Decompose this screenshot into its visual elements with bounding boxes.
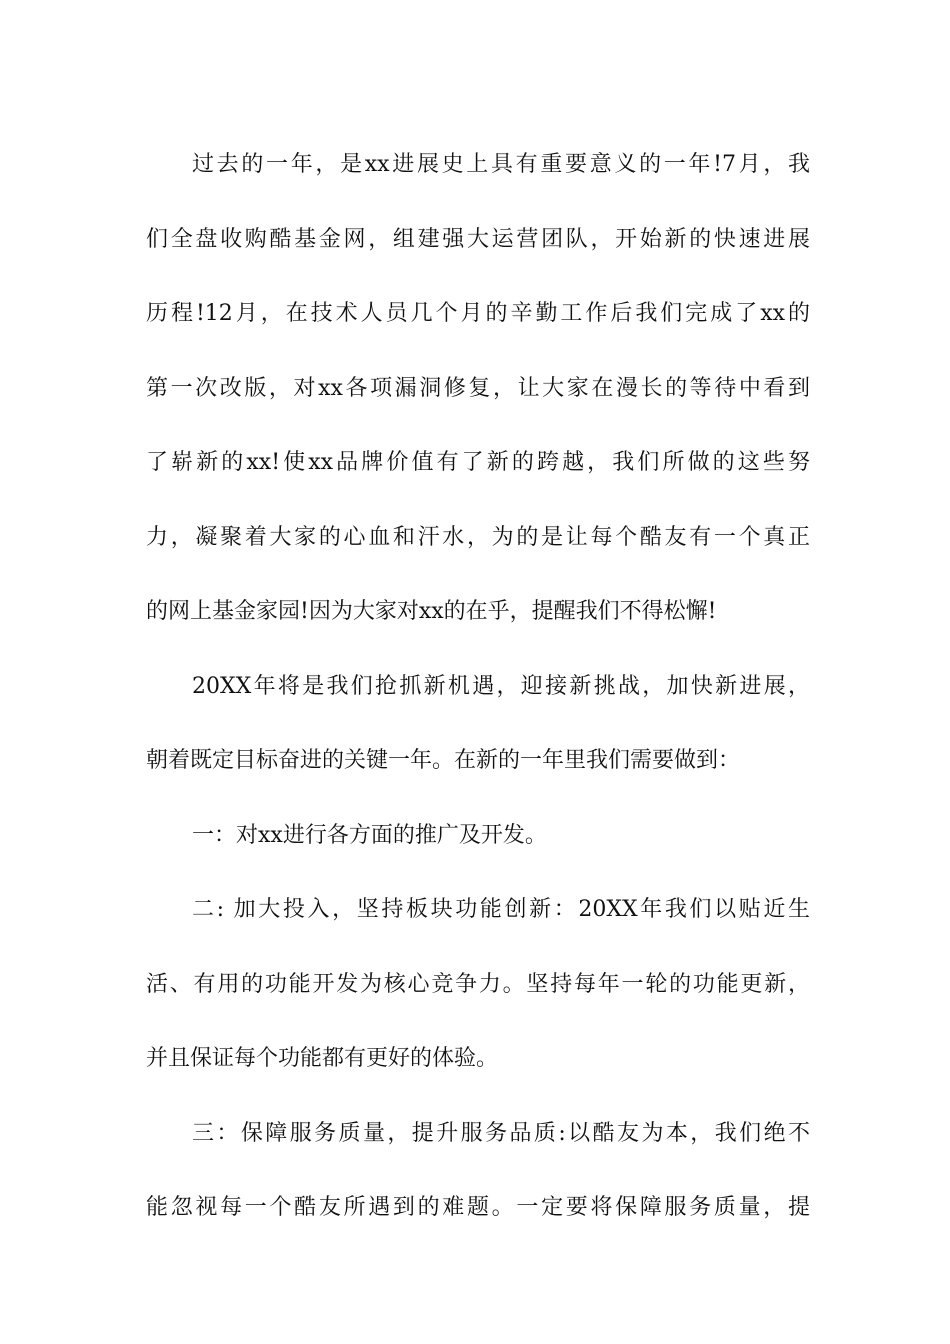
paragraph-line: 二: 加大投入，坚持板块功能创新：20XX年我们以贴近生 [192,897,810,922]
paragraph-line: 朝着既定目标奋进的关键一年。在新的一年里我们需要做到： [146,748,741,773]
paragraph-line: 过去的一年，是xx进展史上具有重要意义的一年!7月，我 [192,152,810,177]
paragraph-line: 的网上基金家园!因为大家对xx的在乎，提醒我们不得松懈! [146,599,717,624]
paragraph-line: 历程!12月，在技术人员几个月的辛勤工作后我们完成了xx的 [146,301,810,326]
paragraph-line: 能忽视每一个酷友所遇到的难题。一定要将保障服务质量，提 [146,1195,810,1220]
paragraph-line: 力，凝聚着大家的心血和汗水，为的是让每个酷友有一个真正 [146,524,810,550]
paragraph-line: 们全盘收购酷基金网，组建强大运营团队，开始新的快速进展 [146,226,810,252]
paragraph-line: 三：保障服务质量，提升服务品质:以酷友为本，我们绝不 [192,1120,810,1146]
paragraph-line: 活、有用的功能开发为核心竞争力。坚持每年一轮的功能更新， [146,971,810,997]
paragraph-line: 并且保证每个功能都有更好的体验。 [146,1046,499,1071]
paragraph-line: 第一次改版，对xx各项漏洞修复，让大家在漫长的等待中看到 [146,375,810,401]
paragraph-line: 一：对xx进行各方面的推广及开发。 [192,822,547,848]
paragraph-line: 了崭新的xx!使xx品牌价值有了新的跨越，我们所做的这些努 [146,450,810,475]
paragraph-line: 20XX年将是我们抢抓新机遇，迎接新挑战，加快新进展， [192,673,810,699]
document-body [146,128,810,1246]
